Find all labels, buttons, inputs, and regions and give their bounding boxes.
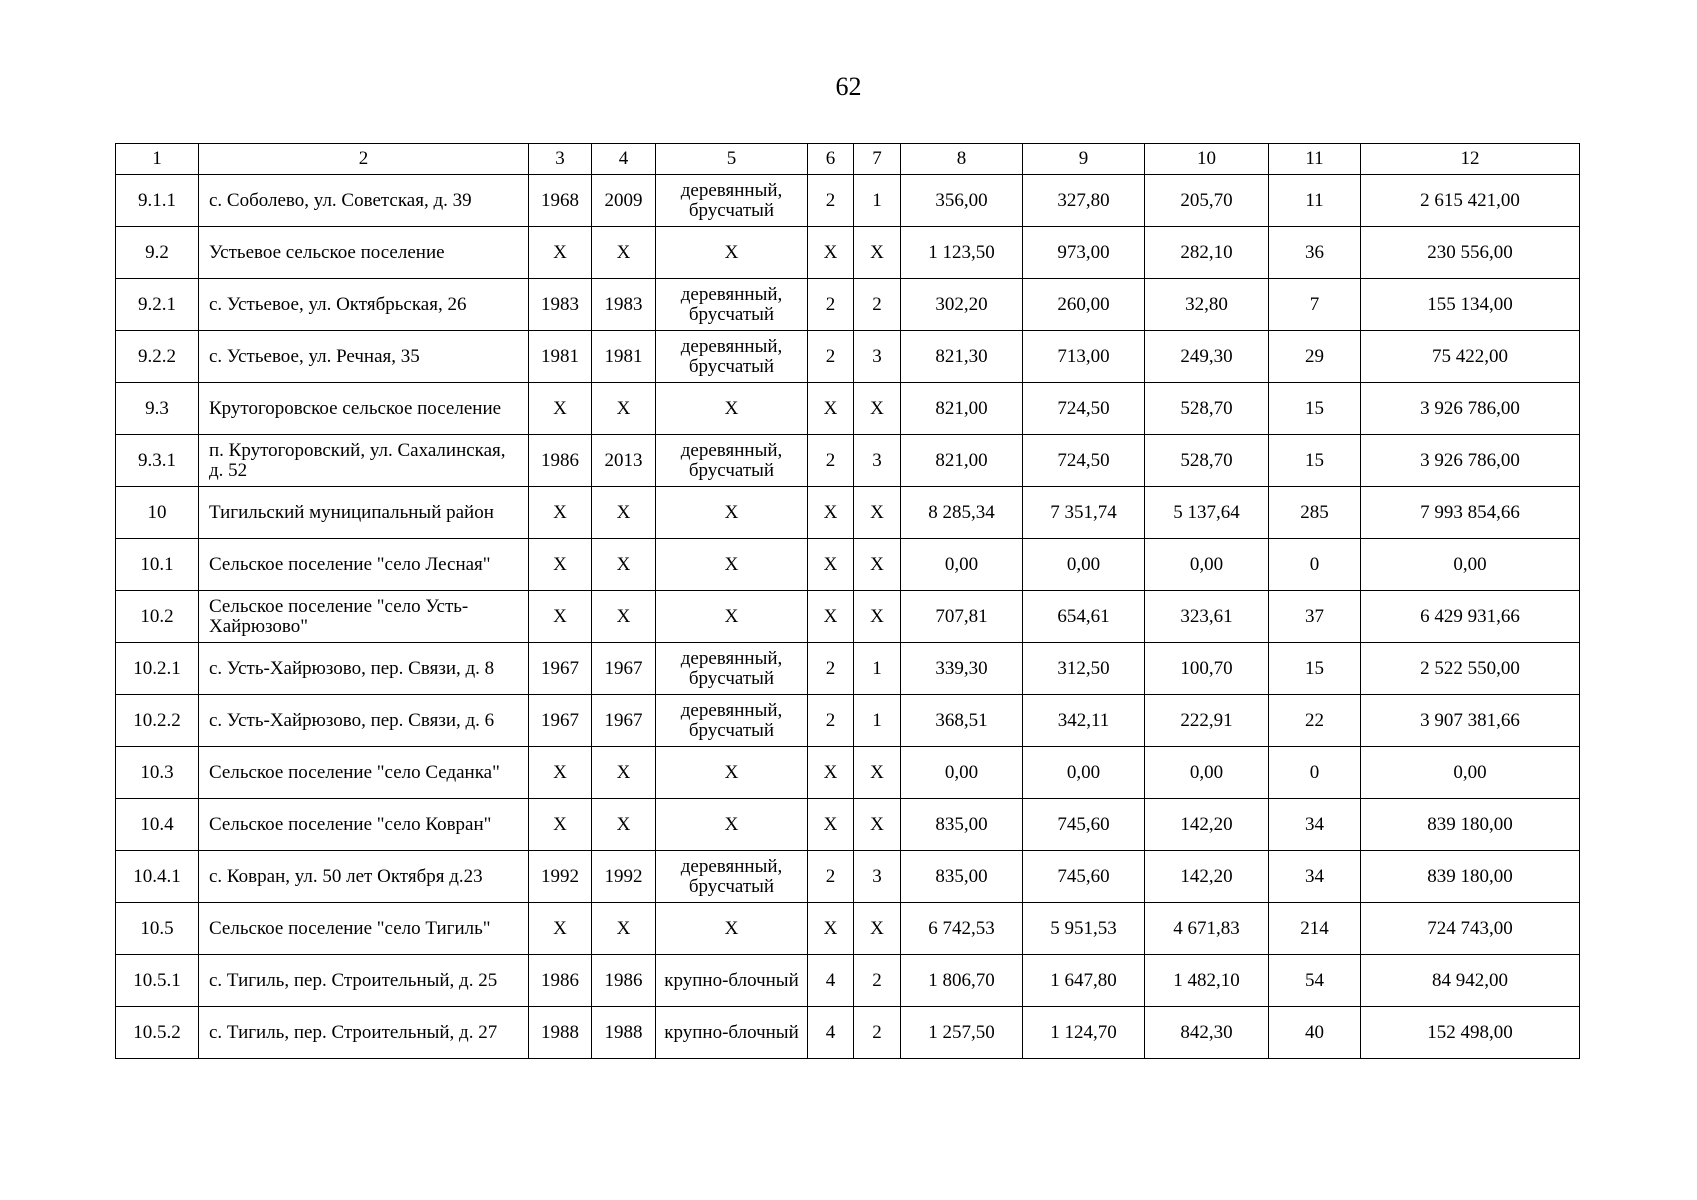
table-cell: 249,30	[1145, 331, 1269, 383]
table-cell: X	[656, 799, 808, 851]
table-cell: 4 671,83	[1145, 903, 1269, 955]
table-cell: 2	[854, 279, 901, 331]
table-cell: X	[529, 747, 592, 799]
table-row	[116, 175, 1580, 227]
address-cell: Тигильский муниципальный район	[199, 487, 529, 539]
table-cell: 1967	[592, 695, 656, 747]
table-cell: 2013	[592, 435, 656, 487]
table-cell: 142,20	[1145, 851, 1269, 903]
address-cell: с. Усть-Хайрюзово, пер. Связи, д. 8	[199, 643, 529, 695]
column-number-cell: 9	[1023, 144, 1145, 175]
table-cell: 2	[808, 175, 854, 227]
table-cell: X	[854, 539, 901, 591]
table-cell: 1986	[592, 955, 656, 1007]
table-cell: деревянный, брусчатый	[656, 331, 808, 383]
table-cell: 2	[854, 955, 901, 1007]
table-cell: 2	[808, 279, 854, 331]
table-cell: 155 134,00	[1361, 279, 1580, 331]
table-cell: 9.2.2	[116, 331, 199, 383]
table-cell: 9.3.1	[116, 435, 199, 487]
table-cell: 1	[854, 695, 901, 747]
table-cell: 34	[1269, 799, 1361, 851]
table-cell: X	[854, 747, 901, 799]
table-row	[116, 279, 1580, 331]
table-cell: 3 926 786,00	[1361, 435, 1580, 487]
table-cell: 707,81	[901, 591, 1023, 643]
table-cell: X	[592, 747, 656, 799]
table-cell: 7 351,74	[1023, 487, 1145, 539]
table-cell: 2	[808, 695, 854, 747]
table-cell: деревянный, брусчатый	[656, 175, 808, 227]
table-cell: 1 806,70	[901, 955, 1023, 1007]
table-cell: 1968	[529, 175, 592, 227]
table-cell: 745,60	[1023, 851, 1145, 903]
table-cell: 10.5.2	[116, 1007, 199, 1059]
table-cell: 528,70	[1145, 435, 1269, 487]
table-cell: X	[656, 591, 808, 643]
table-cell: X	[529, 903, 592, 955]
address-cell: с. Тигиль, пер. Строительный, д. 25	[199, 955, 529, 1007]
table-cell: 2 615 421,00	[1361, 175, 1580, 227]
table-cell: 0	[1269, 539, 1361, 591]
table-cell: 842,30	[1145, 1007, 1269, 1059]
table-cell: 9.1.1	[116, 175, 199, 227]
table-cell: X	[808, 799, 854, 851]
table-cell: X	[854, 591, 901, 643]
table-cell: 36	[1269, 227, 1361, 279]
address-cell: с. Ковран, ул. 50 лет Октября д.23	[199, 851, 529, 903]
table-cell: 356,00	[901, 175, 1023, 227]
table-cell: X	[656, 903, 808, 955]
address-cell: Сельское поселение "село Лесная"	[199, 539, 529, 591]
table-cell: 3	[854, 851, 901, 903]
table-cell: 835,00	[901, 799, 1023, 851]
table-row	[116, 487, 1580, 539]
table-cell: X	[656, 383, 808, 435]
table-cell: 2	[808, 331, 854, 383]
table-cell: 368,51	[901, 695, 1023, 747]
table-row	[116, 747, 1580, 799]
table-cell: 9.2.1	[116, 279, 199, 331]
table-cell: 1992	[592, 851, 656, 903]
table-cell: 230 556,00	[1361, 227, 1580, 279]
column-number-cell: 7	[854, 144, 901, 175]
table-cell: 3 926 786,00	[1361, 383, 1580, 435]
address-cell: Сельское поселение "село Седанка"	[199, 747, 529, 799]
table-row	[116, 643, 1580, 695]
table-cell: 10.2	[116, 591, 199, 643]
table-row	[116, 435, 1580, 487]
table-cell: X	[854, 227, 901, 279]
table-cell: X	[529, 383, 592, 435]
table-cell: 2	[808, 435, 854, 487]
table-cell: 839 180,00	[1361, 799, 1580, 851]
table-cell: 0,00	[1361, 747, 1580, 799]
table-cell: 713,00	[1023, 331, 1145, 383]
table-cell: 7	[1269, 279, 1361, 331]
table-row	[116, 799, 1580, 851]
table-cell: 5 137,64	[1145, 487, 1269, 539]
table-cell: 9.2	[116, 227, 199, 279]
table-cell: 1	[854, 175, 901, 227]
table-cell: 839 180,00	[1361, 851, 1580, 903]
table-cell: 0	[1269, 747, 1361, 799]
table-cell: 4	[808, 1007, 854, 1059]
table-cell: X	[592, 227, 656, 279]
table-cell: X	[656, 487, 808, 539]
table-cell: 0,00	[1023, 539, 1145, 591]
table-cell: 260,00	[1023, 279, 1145, 331]
table-cell: крупно-блочный	[656, 955, 808, 1007]
table-cell: 37	[1269, 591, 1361, 643]
column-number-cell: 3	[529, 144, 592, 175]
table-cell: X	[808, 747, 854, 799]
table-cell: X	[592, 591, 656, 643]
table-row	[116, 851, 1580, 903]
column-number-cell: 11	[1269, 144, 1361, 175]
table-header-row	[116, 144, 1580, 175]
address-cell: с. Устьевое, ул. Речная, 35	[199, 331, 529, 383]
table-cell: 1986	[529, 435, 592, 487]
table-cell: X	[854, 799, 901, 851]
table-cell: 142,20	[1145, 799, 1269, 851]
table-cell: 75 422,00	[1361, 331, 1580, 383]
table-cell: 0,00	[901, 539, 1023, 591]
table-cell: крупно-блочный	[656, 1007, 808, 1059]
housing-data-table	[115, 143, 1580, 1059]
table-cell: X	[808, 903, 854, 955]
table-row	[116, 331, 1580, 383]
table-cell: X	[529, 799, 592, 851]
table-cell: 1 647,80	[1023, 955, 1145, 1007]
address-cell: с. Устьевое, ул. Октябрьская, 26	[199, 279, 529, 331]
table-cell: X	[854, 383, 901, 435]
table-cell: 1967	[529, 695, 592, 747]
table-cell: 282,10	[1145, 227, 1269, 279]
table-cell: 327,80	[1023, 175, 1145, 227]
table-cell: 0,00	[1145, 539, 1269, 591]
table-cell: 29	[1269, 331, 1361, 383]
table-cell: X	[854, 903, 901, 955]
table-cell: 8 285,34	[901, 487, 1023, 539]
table-cell: 1 124,70	[1023, 1007, 1145, 1059]
table-cell: X	[656, 747, 808, 799]
table-cell: 1 257,50	[901, 1007, 1023, 1059]
table-cell: X	[808, 227, 854, 279]
table-cell: X	[529, 487, 592, 539]
table-cell: 214	[1269, 903, 1361, 955]
column-number-cell: 5	[656, 144, 808, 175]
table-cell: X	[529, 227, 592, 279]
table-cell: 5 951,53	[1023, 903, 1145, 955]
table-cell: X	[592, 903, 656, 955]
table-cell: 0,00	[1145, 747, 1269, 799]
table-cell: 1992	[529, 851, 592, 903]
table-cell: 15	[1269, 643, 1361, 695]
table-cell: X	[808, 383, 854, 435]
table-cell: 2	[854, 1007, 901, 1059]
table-cell: 1 123,50	[901, 227, 1023, 279]
table-cell: 40	[1269, 1007, 1361, 1059]
table-cell: 342,11	[1023, 695, 1145, 747]
column-number-cell: 2	[199, 144, 529, 175]
column-number-cell: 4	[592, 144, 656, 175]
table-cell: 745,60	[1023, 799, 1145, 851]
table-cell: 22	[1269, 695, 1361, 747]
table-cell: 0,00	[901, 747, 1023, 799]
table-cell: 32,80	[1145, 279, 1269, 331]
column-number-cell: 1	[116, 144, 199, 175]
table-cell: 1 482,10	[1145, 955, 1269, 1007]
table-cell: 4	[808, 955, 854, 1007]
table-cell: деревянный, брусчатый	[656, 851, 808, 903]
table-cell: 10.5.1	[116, 955, 199, 1007]
table-cell: 34	[1269, 851, 1361, 903]
table-cell: 528,70	[1145, 383, 1269, 435]
table-cell: деревянный, брусчатый	[656, 695, 808, 747]
address-cell: с. Соболево, ул. Советская, д. 39	[199, 175, 529, 227]
table-row	[116, 955, 1580, 1007]
table-cell: 15	[1269, 435, 1361, 487]
address-cell: п. Крутогоровский, ул. Сахалинская, д. 52	[199, 435, 529, 487]
table-cell: X	[656, 539, 808, 591]
table-cell: 3 907 381,66	[1361, 695, 1580, 747]
table-cell: 6 429 931,66	[1361, 591, 1580, 643]
table-row	[116, 227, 1580, 279]
table-cell: 1986	[529, 955, 592, 1007]
table-cell: 0,00	[1361, 539, 1580, 591]
table-cell: 3	[854, 331, 901, 383]
table-cell: X	[592, 539, 656, 591]
table-cell: X	[854, 487, 901, 539]
table-row	[116, 695, 1580, 747]
table-cell: 2009	[592, 175, 656, 227]
address-cell: Крутогоровское сельское поселение	[199, 383, 529, 435]
table-cell: 1981	[592, 331, 656, 383]
table-cell: 1988	[592, 1007, 656, 1059]
table-cell: 205,70	[1145, 175, 1269, 227]
table-cell: 1988	[529, 1007, 592, 1059]
table-cell: 222,91	[1145, 695, 1269, 747]
table-cell: 2	[808, 643, 854, 695]
address-cell: с. Тигиль, пер. Строительный, д. 27	[199, 1007, 529, 1059]
table-row	[116, 383, 1580, 435]
table-cell: X	[592, 799, 656, 851]
table-cell: 152 498,00	[1361, 1007, 1580, 1059]
table-cell: 3	[854, 435, 901, 487]
table-cell: деревянный, брусчатый	[656, 435, 808, 487]
table-cell: 821,00	[901, 435, 1023, 487]
address-cell: с. Усть-Хайрюзово, пер. Связи, д. 6	[199, 695, 529, 747]
table-cell: 2 522 550,00	[1361, 643, 1580, 695]
table-cell: X	[808, 539, 854, 591]
table-cell: 724,50	[1023, 383, 1145, 435]
table-cell: 1967	[529, 643, 592, 695]
column-number-cell: 8	[901, 144, 1023, 175]
table-cell: X	[529, 539, 592, 591]
table-cell: 10.4	[116, 799, 199, 851]
table-cell: 312,50	[1023, 643, 1145, 695]
table-cell: 724 743,00	[1361, 903, 1580, 955]
table-cell: 15	[1269, 383, 1361, 435]
table-cell: 1	[854, 643, 901, 695]
table-cell: 835,00	[901, 851, 1023, 903]
table-cell: 285	[1269, 487, 1361, 539]
table-cell: 10.4.1	[116, 851, 199, 903]
table-cell: 2	[808, 851, 854, 903]
table-cell: X	[656, 227, 808, 279]
page-number: 62	[835, 72, 862, 101]
table-cell: 10.2.1	[116, 643, 199, 695]
table-cell: X	[592, 487, 656, 539]
table-row	[116, 591, 1580, 643]
table-cell: 724,50	[1023, 435, 1145, 487]
column-number-cell: 12	[1361, 144, 1580, 175]
table-cell: X	[808, 487, 854, 539]
column-number-cell: 10	[1145, 144, 1269, 175]
address-cell: Сельское поселение "село Усть-Хайрюзово"	[199, 591, 529, 643]
table-row	[116, 903, 1580, 955]
table-row	[116, 1007, 1580, 1059]
table-cell: 302,20	[901, 279, 1023, 331]
table-cell: 10.1	[116, 539, 199, 591]
address-cell: Сельское поселение "село Тигиль"	[199, 903, 529, 955]
table-cell: 1967	[592, 643, 656, 695]
table-row	[116, 539, 1580, 591]
table-cell: X	[808, 591, 854, 643]
table-cell: 973,00	[1023, 227, 1145, 279]
table-cell: 339,30	[901, 643, 1023, 695]
table-cell: 654,61	[1023, 591, 1145, 643]
table-cell: 54	[1269, 955, 1361, 1007]
table-cell: 821,30	[901, 331, 1023, 383]
table-cell: X	[529, 591, 592, 643]
column-number-cell: 6	[808, 144, 854, 175]
table-cell: 10.5	[116, 903, 199, 955]
table-cell: 7 993 854,66	[1361, 487, 1580, 539]
table-cell: 10.2.2	[116, 695, 199, 747]
address-cell: Устьевое сельское поселение	[199, 227, 529, 279]
table-cell: 6 742,53	[901, 903, 1023, 955]
table-cell: 9.3	[116, 383, 199, 435]
table-cell: 1981	[529, 331, 592, 383]
table-cell: деревянный, брусчатый	[656, 643, 808, 695]
table-cell: 11	[1269, 175, 1361, 227]
table-cell: X	[592, 383, 656, 435]
table-cell: 323,61	[1145, 591, 1269, 643]
table-cell: 10	[116, 487, 199, 539]
address-cell: Сельское поселение "село Ковран"	[199, 799, 529, 851]
table-cell: 1983	[592, 279, 656, 331]
table-cell: 10.3	[116, 747, 199, 799]
table-cell: 100,70	[1145, 643, 1269, 695]
table-cell: 1983	[529, 279, 592, 331]
table-cell: 821,00	[901, 383, 1023, 435]
table-cell: деревянный, брусчатый	[656, 279, 808, 331]
table-cell: 84 942,00	[1361, 955, 1580, 1007]
table-cell: 0,00	[1023, 747, 1145, 799]
